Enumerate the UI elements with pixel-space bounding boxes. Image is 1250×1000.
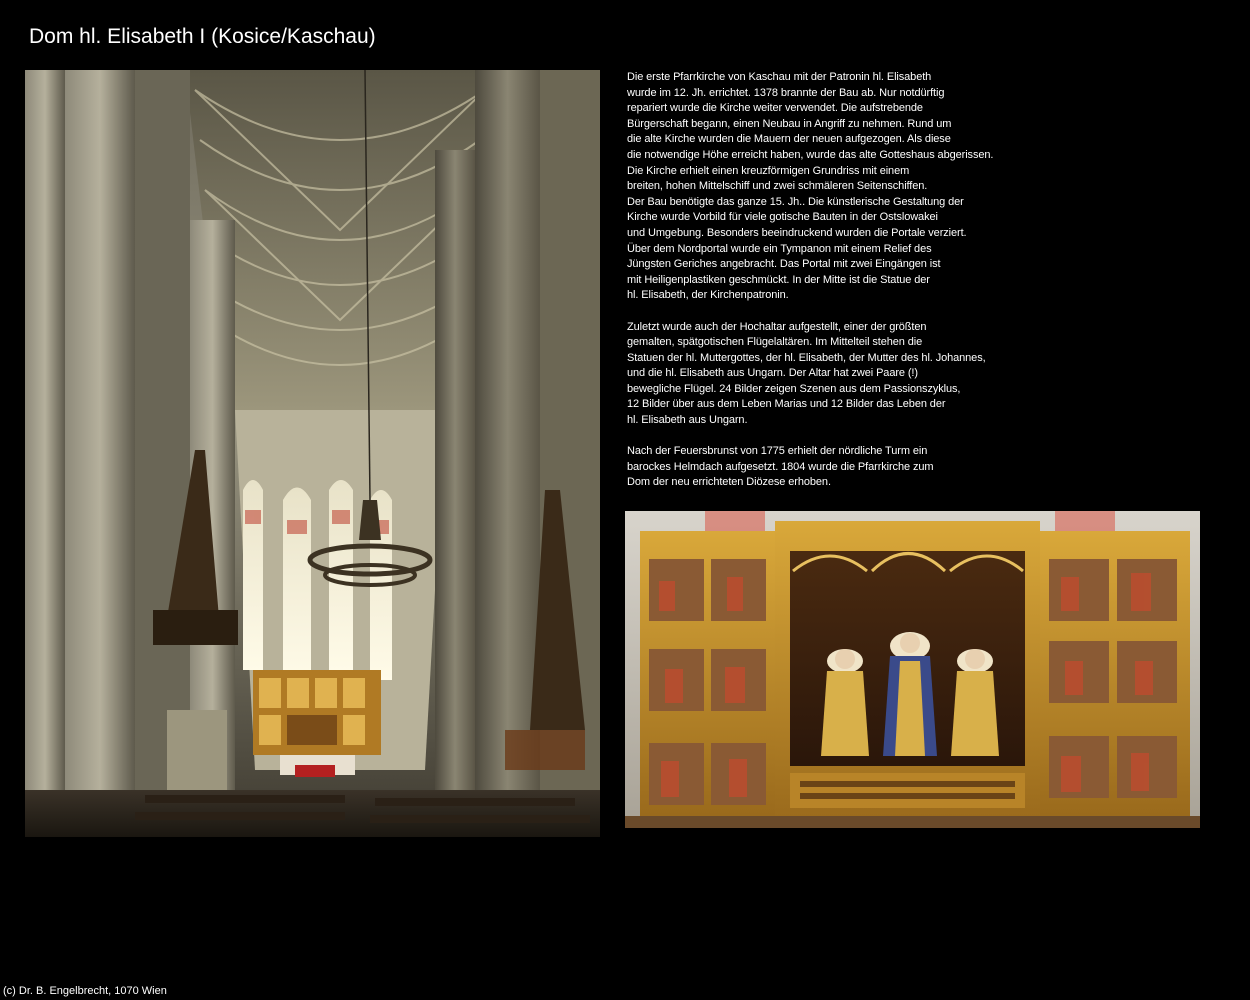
- text-line: repariert wurde die Kirche weiter verwendet. Die aufstrebende: [627, 102, 923, 115]
- text-line: mit Heiligenplastiken geschmückt. In der Mitte ist die Statue der: [627, 273, 930, 286]
- text-line: hl. Elisabeth aus Ungarn.: [627, 414, 748, 427]
- text-line: bewegliche Flügel. 24 Bilder zeigen Szenen aus dem Passionszyklus,: [627, 382, 961, 395]
- text-line: Bürgerschaft begann, einen Neubau in Angriff zu nehmen. Rund um: [627, 117, 952, 130]
- high-altar-photo: [625, 511, 1200, 828]
- text-line: Die Kirche erhielt einen kreuzförmigen Grundriss mit einem: [627, 164, 910, 177]
- text-line: und Umgebung. Besonders beeindruckend wurden die Portale verziert.: [627, 226, 967, 239]
- copyright-notice: (c) Dr. B. Engelbrecht, 1070 Wien: [3, 985, 167, 997]
- text-line: barockes Helmdach aufgesetzt. 1804 wurde die Pfarrkirche zum: [627, 460, 934, 473]
- text-line: Zuletzt wurde auch der Hochaltar aufgestellt, einer der größten: [627, 320, 927, 333]
- paragraph-gap: [627, 429, 1227, 445]
- text-line: Nach der Feuersbrunst von 1775 erhielt der nördliche Turm ein: [627, 445, 928, 458]
- text-line: die notwendige Höhe erreicht haben, wurde das alte Gotteshaus abgerissen.: [627, 148, 994, 161]
- nave-interior-photo: [25, 70, 600, 837]
- text-line: gemalten, spätgotischen Flügelaltären. Im Mittelteil stehen die: [627, 336, 923, 349]
- text-line: Jüngsten Geriches angebracht. Das Portal mit zwei Eingängen ist: [627, 258, 941, 271]
- text-line: hl. Elisabeth, der Kirchenpatronin.: [627, 289, 789, 302]
- page-title: Dom hl. Elisabeth I (Kosice/Kaschau): [29, 25, 376, 48]
- paragraph-history: [627, 70, 1227, 304]
- description-text: [627, 70, 1227, 491]
- text-line: Die erste Pfarrkirche von Kaschau mit der Patronin hl. Elisabeth: [627, 71, 932, 83]
- text-line: breiten, hohen Mittelschiff und zwei schmäleren Seitenschiffen.: [627, 180, 928, 193]
- text-line: und die hl. Elisabeth aus Ungarn. Der Altar hat zwei Paare (!): [627, 367, 918, 380]
- text-line: Der Bau benötigte das ganze 15. Jh.. Die künstlerische Gestaltung der: [627, 195, 964, 208]
- text-line: Statuen der hl. Muttergottes, der hl. Elisabeth, der Mutter des hl. Johannes,: [627, 351, 986, 364]
- text-line: Über dem Nordportal wurde ein Tympanon mit einem Relief des: [627, 242, 932, 255]
- text-line: Dom der neu errichteten Diözese erhoben.: [627, 476, 831, 489]
- paragraph-gap: [627, 304, 1227, 320]
- paragraph-altar: [627, 320, 1227, 429]
- paragraph-tower: [627, 444, 1227, 491]
- text-line: die alte Kirche wurden die Mauern der neuen aufgezogen. Als diese: [627, 133, 951, 146]
- text-line: wurde im 12. Jh. errichtet. 1378 brannte der Bau ab. Nur notdürftig: [627, 86, 945, 99]
- text-line: 12 Bilder über aus dem Leben Marias und 12 Bilder das Leben der: [627, 398, 946, 411]
- text-line: Kirche wurde Vorbild für viele gotische Bauten in der Ostslowakei: [627, 211, 938, 224]
